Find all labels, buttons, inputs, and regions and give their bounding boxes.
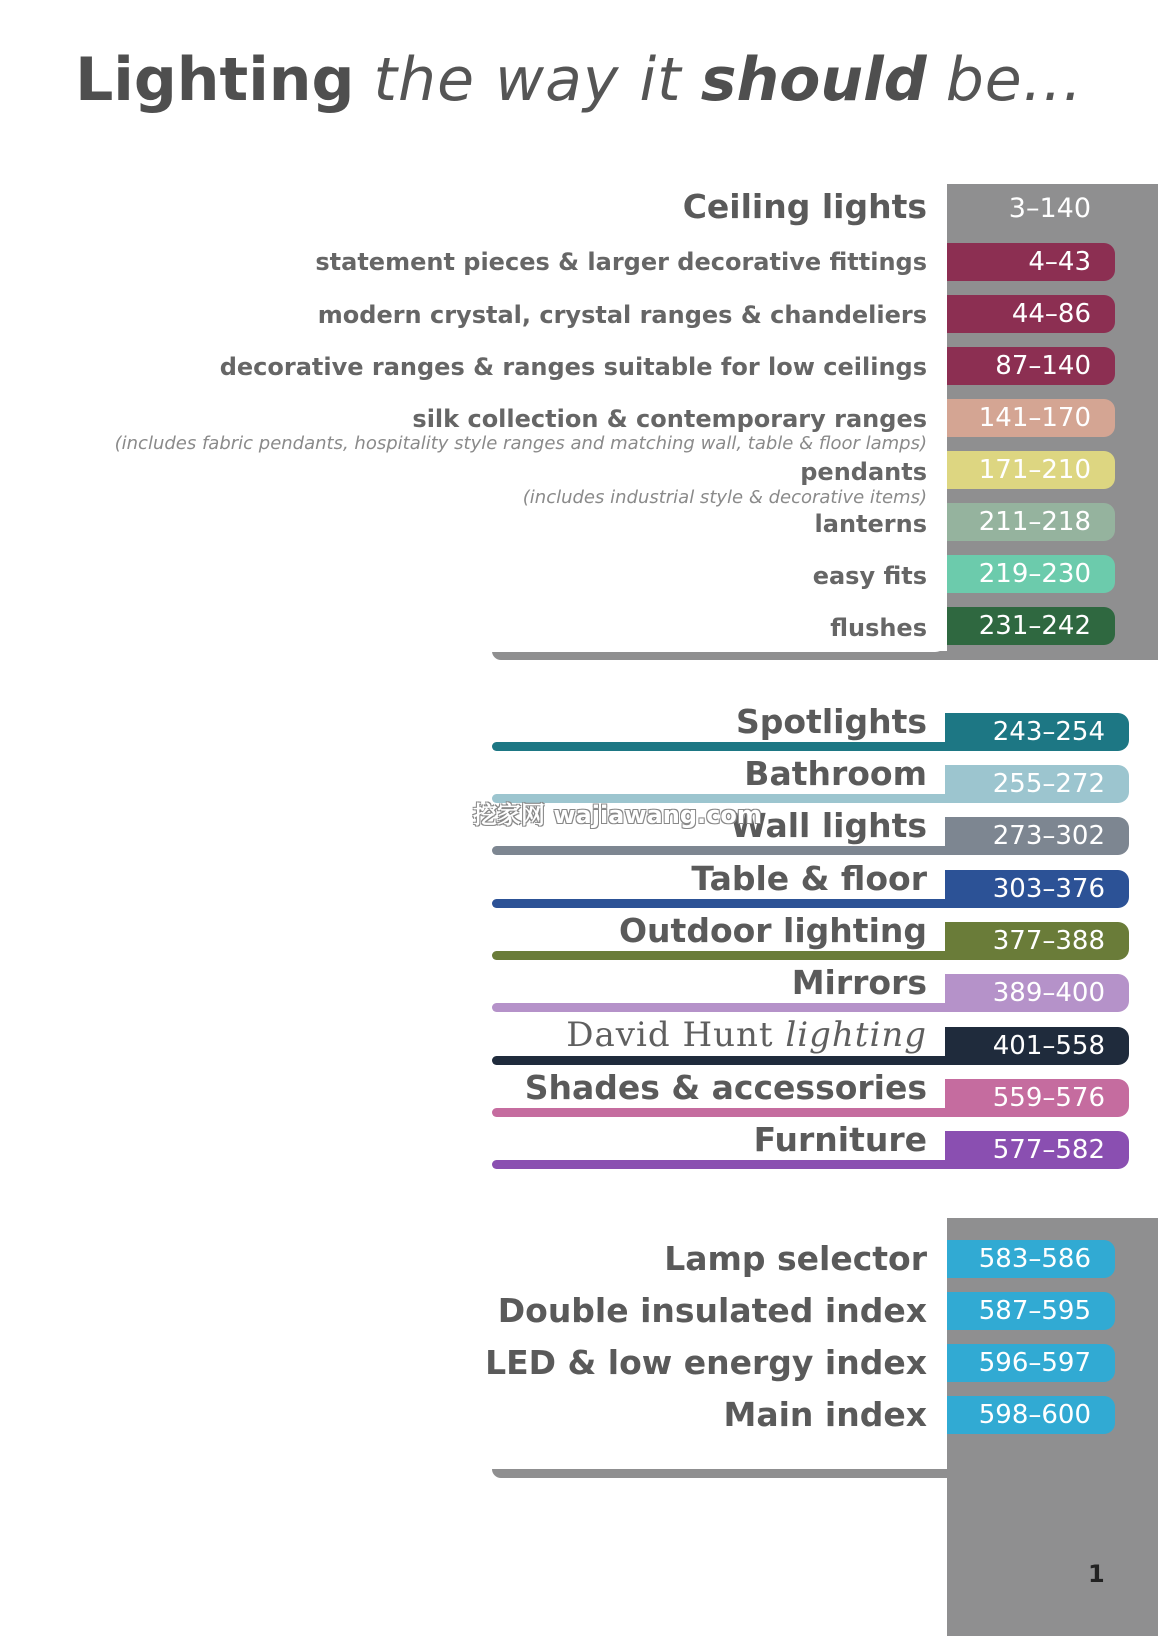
index-label-main-index[interactable]: Main index (723, 1395, 927, 1434)
index-grey-underline (492, 1469, 1158, 1478)
section-range-mirrors[interactable]: 389–400 (945, 974, 1129, 1012)
title-be: be... (945, 45, 1083, 115)
ceiling-item-label[interactable]: silk collection & contemporary ranges (412, 405, 927, 433)
david-hunt-lighting: lighting (785, 1015, 927, 1055)
ceiling-item-label[interactable]: flushes (830, 614, 927, 642)
ceiling-item-range[interactable]: 219–230 (947, 555, 1115, 593)
ceiling-item-label[interactable]: modern crystal, crystal ranges & chandeliers (317, 301, 927, 329)
section-underline (492, 1160, 962, 1169)
section-range-shades-accessories[interactable]: 559–576 (945, 1079, 1129, 1117)
ceiling-item-range[interactable]: 4–43 (947, 243, 1115, 281)
section-label-spotlights[interactable]: Spotlights (736, 702, 927, 741)
section-label-shades-accessories[interactable]: Shades & accessories (524, 1068, 927, 1107)
ceiling-grey-underline (492, 651, 1158, 660)
ceiling-item-label[interactable]: decorative ranges & ranges suitable for low ceilings (219, 353, 927, 381)
section-range-spotlights[interactable]: 243–254 (945, 713, 1129, 751)
watermark: 挖家网 wajiawang.com (473, 801, 762, 829)
section-underline (492, 1108, 962, 1117)
title-the-way-it: the way it (373, 45, 682, 115)
ceiling-item-note: (includes fabric pendants, hospitality style ranges and matching wall, table & floor lamps) (114, 433, 927, 454)
section-range-table-floor[interactable]: 303–376 (945, 870, 1129, 908)
ceiling-item-label[interactable]: easy fits (812, 562, 927, 590)
ceiling-item-range[interactable]: 211–218 (947, 503, 1115, 541)
ceiling-item-range[interactable]: 231–242 (947, 607, 1115, 645)
ceiling-item-label[interactable]: statement pieces & larger decorative fittings (315, 248, 927, 276)
section-underline (492, 1003, 962, 1012)
section-range-furniture[interactable]: 577–582 (945, 1131, 1129, 1169)
section-range-outdoor-lighting[interactable]: 377–388 (945, 922, 1129, 960)
ceiling-item-range[interactable]: 87–140 (947, 347, 1115, 385)
section-label-wall-lights[interactable]: Wall lights (730, 806, 927, 845)
ceiling-item-label[interactable]: lanterns (814, 510, 927, 538)
index-range-double-insulated[interactable]: 587–595 (947, 1292, 1115, 1330)
index-label-lamp-selector[interactable]: Lamp selector (664, 1239, 927, 1278)
page-title (0, 40, 1158, 120)
section-range-bathroom[interactable]: 255–272 (945, 765, 1129, 803)
section-label-david-hunt[interactable] (566, 1013, 927, 1057)
section-underline (492, 951, 962, 960)
section-label-bathroom[interactable]: Bathroom (744, 754, 927, 793)
section-underline (492, 1056, 962, 1065)
title-should: should (700, 45, 927, 115)
ceiling-item-range[interactable]: 141–170 (947, 399, 1115, 437)
ceiling-item-range[interactable]: 44–86 (947, 295, 1115, 333)
index-label-led-low-energy[interactable]: LED & low energy index (485, 1343, 927, 1382)
index-range-led-low-energy[interactable]: 596–597 (947, 1344, 1115, 1382)
section-label-mirrors[interactable]: Mirrors (791, 963, 927, 1002)
ceiling-item-range[interactable]: 171–210 (947, 451, 1115, 489)
david-hunt-name: David Hunt (566, 1015, 774, 1055)
section-range-david-hunt[interactable]: 401–558 (945, 1027, 1129, 1065)
section-label-table-floor[interactable]: Table & floor (691, 859, 927, 898)
ceiling-item-label[interactable]: pendants (800, 458, 927, 486)
index-range-main-index[interactable]: 598–600 (947, 1396, 1115, 1434)
section-underline (492, 899, 962, 908)
section-range-wall-lights[interactable]: 273–302 (945, 817, 1129, 855)
index-label-double-insulated[interactable]: Double insulated index (497, 1291, 927, 1330)
title-lighting: Lighting (75, 45, 355, 115)
section-underline (492, 846, 962, 855)
ceiling-lights-heading[interactable]: Ceiling lights (682, 187, 927, 226)
page-number: 1 (1088, 1560, 1105, 1588)
index-range-lamp-selector[interactable]: 583–586 (947, 1240, 1115, 1278)
ceiling-lights-range[interactable]: 3–140 (1008, 193, 1091, 224)
section-underline (492, 742, 962, 751)
section-label-furniture[interactable]: Furniture (753, 1120, 927, 1159)
section-label-outdoor-lighting[interactable]: Outdoor lighting (619, 911, 927, 950)
ceiling-item-note: (includes industrial style & decorative items) (522, 487, 927, 508)
